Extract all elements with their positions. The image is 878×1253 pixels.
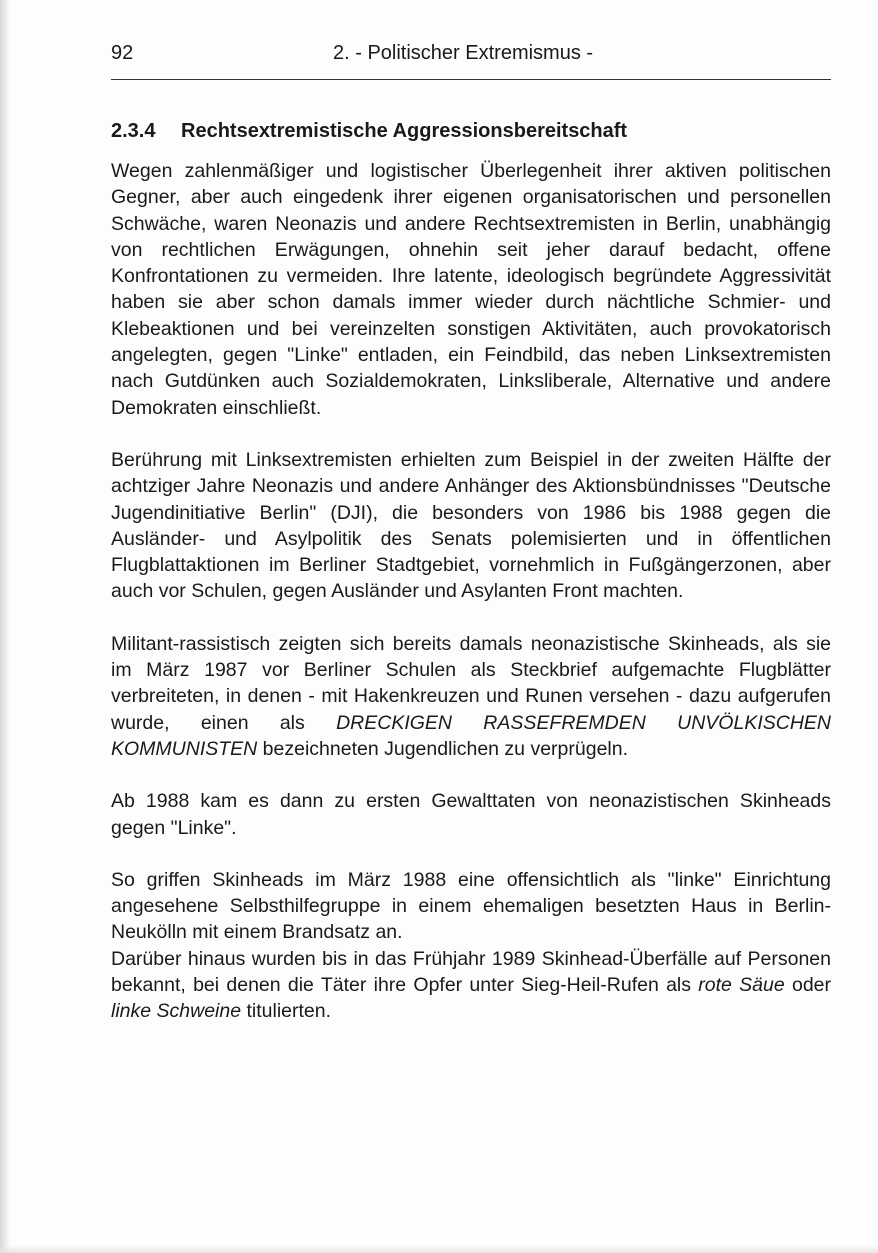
paragraph-6-emphasis-2: linke Schweine (111, 1000, 242, 1023)
paragraph-3-text-start: Militant-rassistisch zeigten sich bereits damals neonazistische Skinheads, als sie im März 1987 vor Berliner Schulen als Steckbrief aufgemachte Flugblätter verbreiteten, in denen - mit Hakenkreuzen und Runen versehen - dazu aufgerufen wurde, einen als (111, 632, 831, 734)
paragraph-4: Ab 1988 kam es dann zu ersten Gewalttaten von neonazistischen Skinheads gegen "Linke". (111, 790, 831, 839)
section-number: 2.3.4 (111, 120, 156, 142)
main-content (111, 116, 831, 1051)
running-title: 2. - Politischer Extremismus - (333, 42, 594, 64)
page-header (111, 38, 831, 78)
scan-shadow-bottom (0, 1245, 878, 1253)
paragraph-3 (111, 631, 831, 762)
page-number: 92 (111, 42, 134, 64)
paragraph-3-emphasis: DRECKIGEN RASSEFREMDEN UNVÖLKISCHEN KOMMUNISTEN (111, 711, 831, 760)
paragraph-1: Wegen zahlenmäßiger und logistischer Überlegenheit ihrer aktiven politischen Gegner, aber auch eingedenk ihrer eigenen organisatorischen und personellen Schwäche, waren Neonazis und andere Rechtsextremisten in Berlin, unabhängig von rechtlichen Erwägungen, ohnehin seit jeher darauf bedacht, offene Konfrontationen zu vermeiden. Ihre latente, ideologisch begründete Aggressivität haben sie aber schon damals immer wieder durch nächtliche Schmier- und Klebeaktionen und bei vereinzelten sonstigen Aktivitäten, auch provokatorisch angelegten, gegen "Linke" entladen, ein Feindbild, das neben Linksextremisten nach Gutdünken auch Sozialdemokraten, Linksliberale, Alternative und andere Demokraten einschließt. (111, 160, 831, 419)
paragraph-6-text-end: titulierten. (241, 1000, 332, 1023)
paragraph-5: So griffen Skinheads im März 1988 eine offensichtlich als "linke" Einrichtung angesehene Selbsthilfegruppe in einem ehemaligen besetzten Haus in Berlin-Neukölln mit einem Brandsatz an. (111, 868, 831, 944)
paragraph-6-text-start: Darüber hinaus wurden bis in das Frühjahr 1989 Skinhead-Überfälle auf Personen bekannt, bei denen die Täter ihre Opfer unter Sieg-Heil-Rufen als (111, 947, 831, 997)
scan-shadow-left (0, 0, 10, 1253)
header-divider (111, 79, 831, 80)
paragraph-6 (111, 946, 831, 1025)
paragraph-6-emphasis-1: rote Säue (698, 974, 785, 997)
paragraph-2: Berührung mit Linksextremisten erhielten zum Beispiel in der zweiten Hälfte der achtziger Jahre Neonazis und andere Anhänger des Aktionsbündnisses "Deutsche Jugendinitiative Berlin" (DJI), die besonders von 1986 bis 1988 gegen die Ausländer- und Asylpolitik des Senats polemisierten und in öffentlichen Flugblattaktionen im Berliner Stadtgebiet, vornehmlich in Fußgängerzonen, aber auch vor Schulen, gegen Ausländer und Asylanten Front machten. (111, 448, 831, 603)
paragraph-6-text-middle: oder (784, 974, 832, 997)
section-title: Rechtsextremistische Aggressionsbereitschaft (181, 120, 628, 142)
paragraph-3-text-end: bezeichneten Jugendlichen zu verprügeln. (257, 737, 629, 760)
section-heading (111, 116, 831, 146)
